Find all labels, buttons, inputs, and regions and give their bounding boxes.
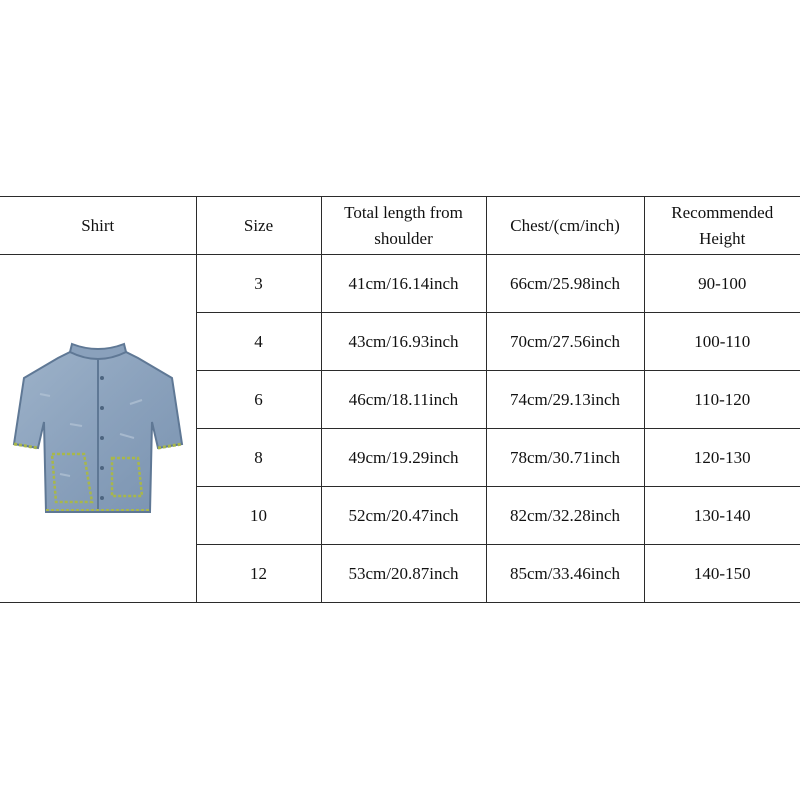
denim-shirt-icon <box>10 334 186 524</box>
size-cell: 8 <box>196 429 321 487</box>
height-cell: 90-100 <box>644 255 800 313</box>
length-cell: 52cm/20.47inch <box>321 487 486 545</box>
table-row <box>0 255 800 313</box>
size-cell: 4 <box>196 313 321 371</box>
length-cell: 43cm/16.93inch <box>321 313 486 371</box>
chest-cell: 85cm/33.46inch <box>486 545 644 603</box>
length-cell: 46cm/18.11inch <box>321 371 486 429</box>
length-cell: 53cm/20.87inch <box>321 545 486 603</box>
length-cell: 41cm/16.14inch <box>321 255 486 313</box>
size-cell: 3 <box>196 255 321 313</box>
chest-cell: 70cm/27.56inch <box>486 313 644 371</box>
chest-cell: 82cm/32.28inch <box>486 487 644 545</box>
header-shirt: Shirt <box>0 197 196 255</box>
header-recommended-height: Recommended Height <box>644 197 800 255</box>
size-cell: 6 <box>196 371 321 429</box>
header-chest: Chest/(cm/inch) <box>486 197 644 255</box>
size-chart-table <box>0 196 800 603</box>
size-cell: 12 <box>196 545 321 603</box>
height-cell: 140-150 <box>644 545 800 603</box>
chest-cell: 66cm/25.98inch <box>486 255 644 313</box>
header-row <box>0 197 800 255</box>
chest-cell: 78cm/30.71inch <box>486 429 644 487</box>
height-cell: 110-120 <box>644 371 800 429</box>
shirt-image-cell <box>0 255 196 603</box>
size-cell: 10 <box>196 487 321 545</box>
height-cell: 120-130 <box>644 429 800 487</box>
chest-cell: 74cm/29.13inch <box>486 371 644 429</box>
header-size: Size <box>196 197 321 255</box>
height-cell: 130-140 <box>644 487 800 545</box>
length-cell: 49cm/19.29inch <box>321 429 486 487</box>
height-cell: 100-110 <box>644 313 800 371</box>
header-total-length: Total length from shoulder <box>321 197 486 255</box>
